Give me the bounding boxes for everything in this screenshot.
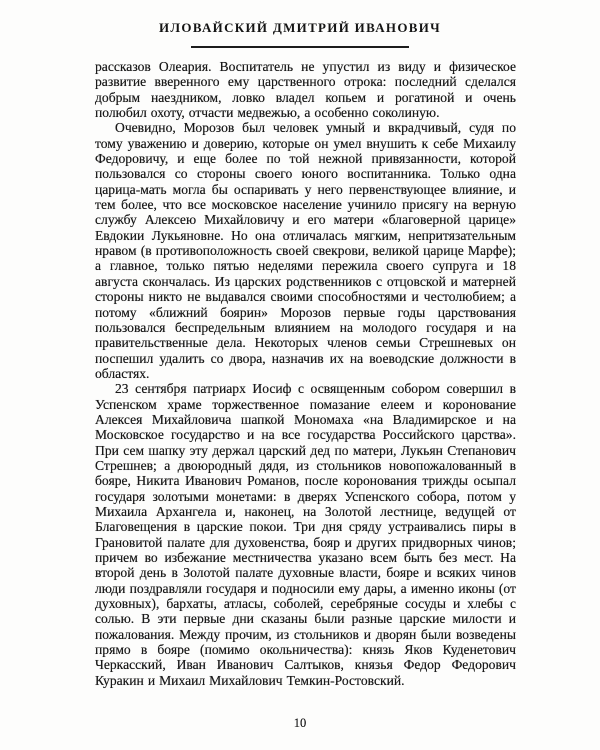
page-number: 10 — [293, 716, 307, 730]
paragraph-continuation: рассказов Олеария. Воспитатель не упустил из виду и физическое развитие вверенного ему царственного отрока: последний сделался добрым наездником, ловко владел копьем и рогатиной и очень полюбил охоту, отчасти медвежью, а особенно соколиную. — [95, 59, 516, 121]
paragraph-coronation: 23 сентября патриарх Иосиф с освященным собором совершил в Успенском храме торжественное помазание елеем и коронование Алексея Михайловича шапкой Мономаха «на Владимирское и на Московское государство и на все государства Российского царства». При сем шапку эту держал царский дед по матери, Лукьян Степанович Стрешнев; а двоюродный дядя, из стольников новопожалованный в бояре, Никита Иванович Романов, после коронования трижды осыпал государя золотыми монетами: в дверях Успенского собора, потом у Михаила Архангела и, наконец, на Золотой лестнице, ведущей от Благовещения в царские покои. Три дня сряду устраивались пиры в Грановитой палате для духовенства, бояр и других придворных чинов; причем во избежание местничества указано всем быть без мест. На второй день в Золотой палате духовные власти, бояре и всяких чинов люди поздравляли государя и подносили ему дары, а именно иконы (от духовных), бархаты, атласы, соболей, серебряные сосуды и хлебы с солью. В эти первые дни сказаны были разные царские милости и пожалования. Между прочим, из стольников и дворян были возведены прямо в бояре (помимо окольничества): князь Яков Куденетович Черкасский, Иван Иванович Салтыков, князья Федор Федорович Куракин и Михаил Михайлович Темкин-Ростовский. — [95, 381, 516, 688]
paragraph-morozov: Очевидно, Морозов был человек умный и вкрадчивый, судя по тому уважению и доверию, которые он умел внушить к себе Михаилу Федоровичу, и еще более по той нежной привязанности, которой пользовался со стороны своего юного воспитанника. Только одна царица-мать могла бы оспаривать у него первенствующее влияние, и тем более, что все московское население учинило присягу на верную службу Алексею Михайловичу и его матери «благоверной царице» Евдокии Лукьяновне. Но она отличалась мягким, непритязательным нравом (в противоположность своей свекрови, великой царице Марфе); а главное, только пятью неделями пережила своего супруга и 18 августа скончалась. Из царских родственников с отцовской и матерней стороны никто не выдавался своими способностями и честолюбием; а потому «ближний боярин» Морозов первые годы царствования пользовался беспредельным влиянием на молодого государя и на правительственные дела. Некоторых членов семьи Стрешневых он поспешил удалить со двора, назначив их на воеводские должности в областях. — [95, 120, 516, 381]
header-divider-rule — [191, 46, 409, 48]
text-block — [95, 59, 516, 688]
running-header-author: ИЛОВАЙСКИЙ ДМИТРИЙ ИВАНОВИЧ — [159, 20, 441, 35]
